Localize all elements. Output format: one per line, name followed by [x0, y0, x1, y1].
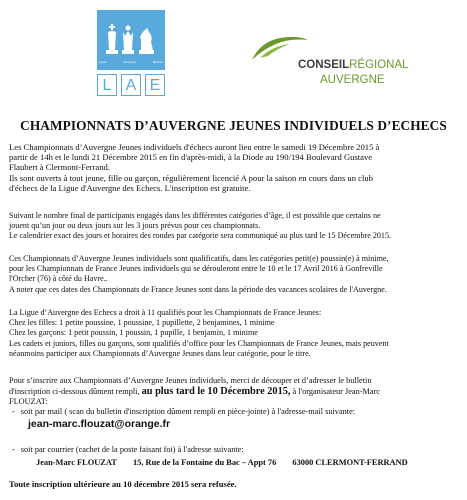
mail-option: - soit par mail ( scan du bulletin d'inscription dûment rempli en pièce-jointe) à l'adresse-mail suivante: — [12, 407, 356, 416]
lae-letter-e: E — [145, 74, 165, 96]
page-title: CHAMPIONNATS D’AUVERGNE JEUNES INDIVIDUELS D’ECHECS — [20, 118, 447, 133]
lae-letter-l: L — [97, 74, 117, 96]
address-street: 15, Rue de la Fontaine du Bac – Appt 76 — [132, 458, 277, 467]
lae-logo — [97, 10, 165, 102]
postal-address — [36, 458, 422, 467]
paragraph-registration: Pour s’inscrire aux Championnats d’Auvergne Jeunes individuels, merci de découper et d’adresser le bulletin d'inscription ci-dessous dûment rempli, au plus tard le 10 Décembre 2015, à l'organisateur Jean-Marc FLOUZAT: — [9, 376, 381, 407]
lae-letters — [97, 74, 165, 96]
paragraph-schedule: Suivant le nombre final de participants engagés dans les différentes catégories d’âge, il est possible que certains ne jouent qu’un jour ou deux jours sur les 3 jours prévus pour ces championnats. Le calendrier exact des jours et horaires des rondes par catégorie sera communiqué au plus tard le 15 Décembre 2015. — [9, 211, 392, 241]
lae-letter-a: A — [121, 74, 141, 96]
lae-logo-emblem — [97, 10, 165, 70]
final-note: Toute inscription ultérieure au 10 décembre 2015 sera refusée. — [9, 479, 237, 489]
address-name: Jean-Marc FLOUZAT — [36, 458, 117, 467]
conseil-regional-logo — [250, 42, 410, 92]
paragraph-quota: La Ligue d’Auvergne des Echecs a droit à 11 qualifiés pour les Championnats de France Jeunes: Chez les filles: 1 petite poussine, 1 poussine, 1 pupillette, 2 benjamines, 1 minime Chez les garçons: 1 petit poussin, 1 poussin, 1 pupille, 1 benjamin, 1 minime Les cadets et juniors, filles ou garçons, sont qualifiés d’office pour les Championnats de France Jeunes, mais peuvent néanmoins participer aux Championnats d’Auvergne Jeunes dans leur catégorie, pour le titre. — [9, 308, 389, 358]
conseil-regional-region: AUVERGNE — [320, 74, 385, 86]
conseil-regional-title: CONSEILRÉGIONAL — [298, 59, 409, 71]
lae-caption: Ligue Auvergne Echecs — [99, 60, 163, 64]
paragraph-qualification: Ces Championnats d’Auvergne Jeunes individuels sont qualificatifs, dans les catégories petit(e) poussin(e) à minime, pour les Championnats de France Jeunes individuels qui se dérouleront entre le 10 et le 17 Avril 2016 à Gonfreville l'Orcher (76) à côté du Havre.. A noter que ces dates des Championnats de France Jeunes sont dans la période des vacances scolaires de l'Auvergne. — [9, 254, 389, 294]
post-option: - soit par courrier (cachet de la poste faisant foi) à l'adresse suivante: — [12, 445, 244, 454]
email-link[interactable]: jean-marc.flouzat@orange.fr — [28, 418, 171, 430]
paragraph-dates: Les Championnats d’Auvergne Jeunes individuels d'échecs auront lieu entre le samedi 19 Décembre 2015 à partir de 14h et le lundi 21 Décembre 2015 en fin d'après-midi, à la Diode au 190/194 Boulevard Gustave Flaubert à Clermont-Ferrand. Ils sont ouverts à tout jeune, fille ou garçon, régulièrement licencié A pour la saison en cours dans un club d'échecs de la Ligue d'Auvergne des Echecs. L'inscription est gratuite. — [9, 142, 380, 193]
address-city: 63000 CLERMONT-FERRAND — [292, 458, 408, 467]
